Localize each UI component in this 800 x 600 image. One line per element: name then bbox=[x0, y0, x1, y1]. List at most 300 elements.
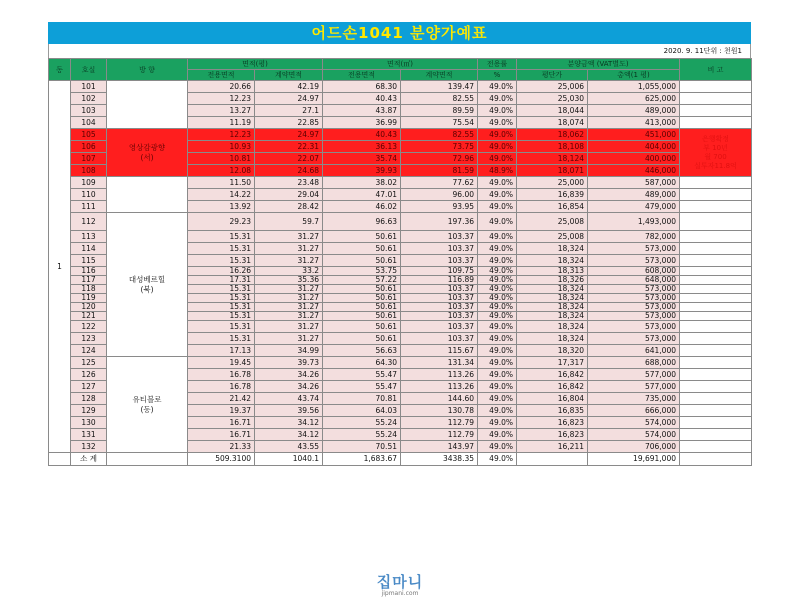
subtotal-empty bbox=[49, 453, 71, 466]
note-cell bbox=[680, 429, 752, 441]
contract-area-m2-cell: 82.55 bbox=[401, 93, 478, 105]
exclusive-area-m2-cell: 55.24 bbox=[323, 429, 401, 441]
exclusive-rate-cell: 49.0% bbox=[478, 441, 517, 453]
contract-area-m2-cell: 197.36 bbox=[401, 213, 478, 231]
exclusive-rate-cell: 49.0% bbox=[478, 93, 517, 105]
exclusive-rate-cell: 49.0% bbox=[478, 255, 517, 267]
exclusive-area-pyeong-cell: 10.81 bbox=[188, 153, 255, 165]
note-cell bbox=[680, 105, 752, 117]
exclusive-area-m2-cell: 50.61 bbox=[323, 285, 401, 294]
contract-area-m2-cell: 130.78 bbox=[401, 405, 478, 417]
note-cell bbox=[680, 381, 752, 393]
exclusive-area-pyeong-cell: 16.78 bbox=[188, 369, 255, 381]
note-cell bbox=[680, 93, 752, 105]
unit-price-cell: 17,317 bbox=[517, 357, 588, 369]
exclusive-area-pyeong-cell: 15.31 bbox=[188, 285, 255, 294]
contract-area-m2-cell: 77.62 bbox=[401, 177, 478, 189]
contract-area-m2-cell: 73.75 bbox=[401, 141, 478, 153]
contract-area-pyeong-cell: 22.85 bbox=[255, 117, 323, 129]
ho-cell: 112 bbox=[71, 213, 107, 231]
total-price-cell: 573,000 bbox=[588, 285, 680, 294]
contract-area-m2-cell: 103.37 bbox=[401, 303, 478, 312]
exclusive-area-m2-cell: 39.93 bbox=[323, 165, 401, 177]
contract-area-pyeong-cell: 43.74 bbox=[255, 393, 323, 405]
subtotal-rate: 49.0% bbox=[478, 453, 517, 466]
contract-area-pyeong-cell: 31.27 bbox=[255, 243, 323, 255]
contract-area-m2-cell: 143.97 bbox=[401, 441, 478, 453]
contract-area-pyeong-cell: 31.27 bbox=[255, 255, 323, 267]
note-cell bbox=[680, 393, 752, 405]
exclusive-rate-cell: 49.0% bbox=[478, 81, 517, 93]
unit-price-cell: 18,320 bbox=[517, 345, 588, 357]
contract-area-pyeong-cell: 39.73 bbox=[255, 357, 323, 369]
table-row bbox=[49, 357, 752, 369]
exclusive-rate-cell: 49.0% bbox=[478, 381, 517, 393]
total-price-cell: 451,000 bbox=[588, 129, 680, 141]
exclusive-area-pyeong-cell: 19.45 bbox=[188, 357, 255, 369]
total-price-cell: 1,055,000 bbox=[588, 81, 680, 93]
ho-cell: 106 bbox=[71, 141, 107, 153]
contract-area-m2-cell: 93.95 bbox=[401, 201, 478, 213]
ho-cell: 104 bbox=[71, 117, 107, 129]
ho-cell: 109 bbox=[71, 177, 107, 189]
contract-area-m2-cell: 103.37 bbox=[401, 312, 478, 321]
header-dong: 동 bbox=[49, 59, 71, 81]
contract-area-m2-cell: 144.60 bbox=[401, 393, 478, 405]
exclusive-area-m2-cell: 47.01 bbox=[323, 189, 401, 201]
ho-cell: 119 bbox=[71, 294, 107, 303]
contract-area-pyeong-cell: 31.27 bbox=[255, 294, 323, 303]
exclusive-area-m2-cell: 50.61 bbox=[323, 255, 401, 267]
exclusive-rate-cell: 49.0% bbox=[478, 369, 517, 381]
ho-cell: 127 bbox=[71, 381, 107, 393]
total-price-cell: 1,493,000 bbox=[588, 213, 680, 231]
note-cell bbox=[680, 405, 752, 417]
contract-area-m2-cell: 103.37 bbox=[401, 285, 478, 294]
contract-area-pyeong-cell: 29.04 bbox=[255, 189, 323, 201]
total-price-cell: 577,000 bbox=[588, 369, 680, 381]
exclusive-area-pyeong-cell: 19.37 bbox=[188, 405, 255, 417]
unit-price-cell: 18,324 bbox=[517, 294, 588, 303]
exclusive-area-m2-cell: 64.03 bbox=[323, 405, 401, 417]
exclusive-rate-cell: 48.9% bbox=[478, 165, 517, 177]
exclusive-area-m2-cell: 43.87 bbox=[323, 105, 401, 117]
unit-price-cell: 18,324 bbox=[517, 312, 588, 321]
total-price-cell: 577,000 bbox=[588, 381, 680, 393]
exclusive-area-m2-cell: 40.43 bbox=[323, 93, 401, 105]
unit-price-cell: 25,000 bbox=[517, 177, 588, 189]
ho-cell: 123 bbox=[71, 333, 107, 345]
logo-brand: 집마니 bbox=[376, 573, 424, 591]
contract-area-pyeong-cell: 31.27 bbox=[255, 333, 323, 345]
total-price-cell: 413,000 bbox=[588, 117, 680, 129]
header-note: 비 고 bbox=[680, 59, 752, 81]
note-cell bbox=[680, 276, 752, 285]
unit-price-cell: 18,124 bbox=[517, 153, 588, 165]
exclusive-rate-cell: 49.0% bbox=[478, 213, 517, 231]
exclusive-area-m2-cell: 50.61 bbox=[323, 321, 401, 333]
unit-price-cell: 18,324 bbox=[517, 303, 588, 312]
unit-price-cell: 16,823 bbox=[517, 429, 588, 441]
exclusive-area-m2-cell: 50.61 bbox=[323, 312, 401, 321]
ho-cell: 111 bbox=[71, 201, 107, 213]
subtotal-label: 소 계 bbox=[71, 453, 107, 466]
exclusive-rate-cell: 49.0% bbox=[478, 243, 517, 255]
exclusive-rate-cell: 49.0% bbox=[478, 312, 517, 321]
unit-price-cell: 16,804 bbox=[517, 393, 588, 405]
unit-line: 2020. 9. 11단위 : 천원1 bbox=[48, 44, 751, 58]
contract-area-m2-cell: 82.55 bbox=[401, 129, 478, 141]
contract-area-pyeong-cell: 24.97 bbox=[255, 129, 323, 141]
note-loan-info: 은행확정 부 10년 월 700 실투자11.8억 bbox=[680, 129, 752, 177]
exclusive-area-m2-cell: 50.61 bbox=[323, 294, 401, 303]
unit-price-cell: 16,854 bbox=[517, 201, 588, 213]
contract-area-m2-cell: 116.89 bbox=[401, 276, 478, 285]
direction-cell bbox=[107, 81, 188, 129]
total-price-cell: 404,000 bbox=[588, 141, 680, 153]
exclusive-rate-cell: 49.0% bbox=[478, 294, 517, 303]
total-price-cell: 641,000 bbox=[588, 345, 680, 357]
exclusive-area-pyeong-cell: 15.31 bbox=[188, 231, 255, 243]
exclusive-rate-cell: 49.0% bbox=[478, 393, 517, 405]
unit-price-cell: 18,044 bbox=[517, 105, 588, 117]
contract-area-m2-cell: 139.47 bbox=[401, 81, 478, 93]
subheader-contract-area: 계약면적 bbox=[255, 70, 323, 81]
contract-area-pyeong-cell: 34.99 bbox=[255, 345, 323, 357]
exclusive-area-m2-cell: 40.43 bbox=[323, 129, 401, 141]
exclusive-area-pyeong-cell: 15.31 bbox=[188, 312, 255, 321]
contract-area-pyeong-cell: 31.27 bbox=[255, 231, 323, 243]
exclusive-area-pyeong-cell: 15.31 bbox=[188, 303, 255, 312]
unit-price-cell: 18,324 bbox=[517, 285, 588, 294]
exclusive-area-pyeong-cell: 12.23 bbox=[188, 129, 255, 141]
contract-area-m2-cell: 103.37 bbox=[401, 321, 478, 333]
ho-cell: 116 bbox=[71, 267, 107, 276]
exclusive-area-m2-cell: 68.30 bbox=[323, 81, 401, 93]
contract-area-pyeong-cell: 34.26 bbox=[255, 381, 323, 393]
contract-area-pyeong-cell: 34.26 bbox=[255, 369, 323, 381]
contract-area-pyeong-cell: 24.97 bbox=[255, 93, 323, 105]
contract-area-pyeong-cell: 33.2 bbox=[255, 267, 323, 276]
exclusive-rate-cell: 49.0% bbox=[478, 231, 517, 243]
exclusive-area-m2-cell: 35.74 bbox=[323, 153, 401, 165]
site-logo bbox=[365, 574, 435, 600]
contract-area-pyeong-cell: 35.36 bbox=[255, 276, 323, 285]
exclusive-rate-cell: 49.0% bbox=[478, 285, 517, 294]
header-sale-price: 분양금액 (VAT별도) bbox=[517, 59, 680, 70]
subtotal-ex-m: 1,683.67 bbox=[323, 453, 401, 466]
exclusive-rate-cell: 49.0% bbox=[478, 405, 517, 417]
contract-area-pyeong-cell: 28.42 bbox=[255, 201, 323, 213]
exclusive-area-pyeong-cell: 16.26 bbox=[188, 267, 255, 276]
ho-cell: 107 bbox=[71, 153, 107, 165]
subtotal-total: 19,691,000 bbox=[588, 453, 680, 466]
exclusive-area-pyeong-cell: 15.31 bbox=[188, 321, 255, 333]
exclusive-area-m2-cell: 56.63 bbox=[323, 345, 401, 357]
exclusive-rate-cell: 49.0% bbox=[478, 177, 517, 189]
ho-cell: 110 bbox=[71, 189, 107, 201]
ho-cell: 101 bbox=[71, 81, 107, 93]
contract-area-m2-cell: 131.34 bbox=[401, 357, 478, 369]
exclusive-area-pyeong-cell: 14.22 bbox=[188, 189, 255, 201]
subtotal-ct-p: 1040.1 bbox=[255, 453, 323, 466]
sheet-title: 어드손1041 분양가예표 bbox=[48, 22, 751, 44]
exclusive-area-m2-cell: 55.47 bbox=[323, 381, 401, 393]
exclusive-area-pyeong-cell: 15.31 bbox=[188, 333, 255, 345]
exclusive-rate-cell: 49.0% bbox=[478, 333, 517, 345]
contract-area-pyeong-cell: 23.48 bbox=[255, 177, 323, 189]
unit-price-cell: 18,108 bbox=[517, 141, 588, 153]
exclusive-area-pyeong-cell: 11.19 bbox=[188, 117, 255, 129]
total-price-cell: 489,000 bbox=[588, 105, 680, 117]
ho-cell: 129 bbox=[71, 405, 107, 417]
unit-price-cell: 18,324 bbox=[517, 255, 588, 267]
contract-area-m2-cell: 103.37 bbox=[401, 294, 478, 303]
contract-area-pyeong-cell: 39.56 bbox=[255, 405, 323, 417]
note-cell bbox=[680, 213, 752, 231]
exclusive-area-m2-cell: 53.75 bbox=[323, 267, 401, 276]
unit-price-cell: 16,211 bbox=[517, 441, 588, 453]
exclusive-area-m2-cell: 55.24 bbox=[323, 417, 401, 429]
ho-cell: 118 bbox=[71, 285, 107, 294]
logo-domain: jipmani.com bbox=[381, 590, 419, 597]
total-price-cell: 666,000 bbox=[588, 405, 680, 417]
contract-area-pyeong-cell: 22.31 bbox=[255, 141, 323, 153]
exclusive-rate-cell: 49.0% bbox=[478, 201, 517, 213]
total-price-cell: 688,000 bbox=[588, 357, 680, 369]
ho-cell: 132 bbox=[71, 441, 107, 453]
ho-cell: 128 bbox=[71, 393, 107, 405]
exclusive-area-pyeong-cell: 13.92 bbox=[188, 201, 255, 213]
ho-cell: 102 bbox=[71, 93, 107, 105]
note-cell bbox=[680, 189, 752, 201]
exclusive-area-pyeong-cell: 15.31 bbox=[188, 294, 255, 303]
ho-cell: 124 bbox=[71, 345, 107, 357]
exclusive-rate-cell: 49.0% bbox=[478, 357, 517, 369]
note-cell bbox=[680, 312, 752, 321]
exclusive-area-m2-cell: 36.99 bbox=[323, 117, 401, 129]
subtotal-direction bbox=[107, 453, 188, 466]
subheader-unit-price: 평단가 bbox=[517, 70, 588, 81]
exclusive-area-m2-cell: 46.02 bbox=[323, 201, 401, 213]
contract-area-m2-cell: 75.54 bbox=[401, 117, 478, 129]
exclusive-rate-cell: 49.0% bbox=[478, 321, 517, 333]
unit-price-cell: 18,071 bbox=[517, 165, 588, 177]
ho-cell: 108 bbox=[71, 165, 107, 177]
exclusive-rate-cell: 49.0% bbox=[478, 141, 517, 153]
exclusive-area-m2-cell: 38.02 bbox=[323, 177, 401, 189]
exclusive-area-pyeong-cell: 15.31 bbox=[188, 243, 255, 255]
exclusive-area-m2-cell: 55.47 bbox=[323, 369, 401, 381]
contract-area-m2-cell: 72.96 bbox=[401, 153, 478, 165]
subheader-exclusive-area-m2: 전용면적 bbox=[323, 70, 401, 81]
exclusive-area-pyeong-cell: 13.27 bbox=[188, 105, 255, 117]
total-price-cell: 573,000 bbox=[588, 243, 680, 255]
unit-price-cell: 16,823 bbox=[517, 417, 588, 429]
exclusive-area-pyeong-cell: 29.23 bbox=[188, 213, 255, 231]
contract-area-pyeong-cell: 31.27 bbox=[255, 312, 323, 321]
exclusive-area-m2-cell: 36.13 bbox=[323, 141, 401, 153]
unit-price-cell: 18,062 bbox=[517, 129, 588, 141]
exclusive-rate-cell: 49.0% bbox=[478, 417, 517, 429]
table-body bbox=[49, 81, 752, 453]
total-price-cell: 479,000 bbox=[588, 201, 680, 213]
contract-area-pyeong-cell: 31.27 bbox=[255, 303, 323, 312]
unit-price-cell: 25,030 bbox=[517, 93, 588, 105]
note-cell bbox=[680, 357, 752, 369]
contract-area-pyeong-cell: 34.12 bbox=[255, 417, 323, 429]
total-price-cell: 625,000 bbox=[588, 93, 680, 105]
subheader-contract-area-m2: 계약면적 bbox=[401, 70, 478, 81]
note-cell bbox=[680, 417, 752, 429]
contract-area-m2-cell: 89.59 bbox=[401, 105, 478, 117]
contract-area-pyeong-cell: 34.12 bbox=[255, 429, 323, 441]
exclusive-area-pyeong-cell: 16.71 bbox=[188, 417, 255, 429]
note-cell bbox=[680, 333, 752, 345]
exclusive-area-m2-cell: 70.81 bbox=[323, 393, 401, 405]
table-row bbox=[49, 213, 752, 231]
direction-cell bbox=[107, 177, 188, 213]
unit-price-cell: 18,324 bbox=[517, 333, 588, 345]
ho-cell: 126 bbox=[71, 369, 107, 381]
note-cell bbox=[680, 303, 752, 312]
note-cell bbox=[680, 243, 752, 255]
note-cell bbox=[680, 267, 752, 276]
contract-area-pyeong-cell: 59.7 bbox=[255, 213, 323, 231]
price-table bbox=[48, 58, 752, 466]
header-exclusive-rate: 전용률 bbox=[478, 59, 517, 70]
exclusive-area-m2-cell: 96.63 bbox=[323, 213, 401, 231]
exclusive-area-pyeong-cell: 11.50 bbox=[188, 177, 255, 189]
exclusive-area-m2-cell: 50.61 bbox=[323, 243, 401, 255]
ho-cell: 125 bbox=[71, 357, 107, 369]
exclusive-rate-cell: 49.0% bbox=[478, 345, 517, 357]
total-price-cell: 573,000 bbox=[588, 255, 680, 267]
note-cell bbox=[680, 294, 752, 303]
unit-price-cell: 18,324 bbox=[517, 321, 588, 333]
contract-area-pyeong-cell: 31.27 bbox=[255, 285, 323, 294]
ho-cell: 113 bbox=[71, 231, 107, 243]
unit-price-cell: 16,839 bbox=[517, 189, 588, 201]
unit-price-cell: 18,313 bbox=[517, 267, 588, 276]
total-price-cell: 489,000 bbox=[588, 189, 680, 201]
ho-cell: 117 bbox=[71, 276, 107, 285]
exclusive-area-m2-cell: 50.61 bbox=[323, 231, 401, 243]
header-direction: 방 향 bbox=[107, 59, 188, 81]
note-cell bbox=[680, 231, 752, 243]
exclusive-area-pyeong-cell: 12.08 bbox=[188, 165, 255, 177]
total-price-cell: 573,000 bbox=[588, 303, 680, 312]
total-price-cell: 782,000 bbox=[588, 231, 680, 243]
exclusive-rate-cell: 49.0% bbox=[478, 189, 517, 201]
exclusive-rate-cell: 49.0% bbox=[478, 429, 517, 441]
unit-price-cell: 25,008 bbox=[517, 231, 588, 243]
unit-price-cell: 25,006 bbox=[517, 81, 588, 93]
table-row bbox=[49, 129, 752, 141]
contract-area-m2-cell: 109.75 bbox=[401, 267, 478, 276]
contract-area-pyeong-cell: 24.68 bbox=[255, 165, 323, 177]
exclusive-area-pyeong-cell: 17.31 bbox=[188, 276, 255, 285]
exclusive-area-m2-cell: 57.22 bbox=[323, 276, 401, 285]
direction-group-north: 대성베르힐 (북) bbox=[107, 213, 188, 357]
note-cell bbox=[680, 177, 752, 189]
contract-area-m2-cell: 81.59 bbox=[401, 165, 478, 177]
exclusive-area-pyeong-cell: 16.71 bbox=[188, 429, 255, 441]
total-price-cell: 608,000 bbox=[588, 267, 680, 276]
contract-area-pyeong-cell: 22.07 bbox=[255, 153, 323, 165]
exclusive-area-pyeong-cell: 17.13 bbox=[188, 345, 255, 357]
exclusive-area-pyeong-cell: 12.23 bbox=[188, 93, 255, 105]
total-price-cell: 573,000 bbox=[588, 321, 680, 333]
ho-cell: 120 bbox=[71, 303, 107, 312]
exclusive-rate-cell: 49.0% bbox=[478, 117, 517, 129]
contract-area-m2-cell: 103.37 bbox=[401, 333, 478, 345]
header-area-pyeong: 면적(평) bbox=[188, 59, 323, 70]
ho-cell: 115 bbox=[71, 255, 107, 267]
ho-cell: 114 bbox=[71, 243, 107, 255]
exclusive-area-pyeong-cell: 20.66 bbox=[188, 81, 255, 93]
total-price-cell: 648,000 bbox=[588, 276, 680, 285]
unit-price-cell: 16,835 bbox=[517, 405, 588, 417]
exclusive-rate-cell: 49.0% bbox=[478, 129, 517, 141]
subtotal-row bbox=[49, 453, 752, 466]
ho-cell: 122 bbox=[71, 321, 107, 333]
contract-area-pyeong-cell: 31.27 bbox=[255, 321, 323, 333]
subtotal-ct-m: 3438.35 bbox=[401, 453, 478, 466]
ho-cell: 105 bbox=[71, 129, 107, 141]
note-cell bbox=[680, 255, 752, 267]
ho-cell: 103 bbox=[71, 105, 107, 117]
contract-area-m2-cell: 112.79 bbox=[401, 429, 478, 441]
header-ho: 호실 bbox=[71, 59, 107, 81]
exclusive-area-pyeong-cell: 15.31 bbox=[188, 255, 255, 267]
subheader-total: 총액(1 평) bbox=[588, 70, 680, 81]
exclusive-area-m2-cell: 50.61 bbox=[323, 303, 401, 312]
total-price-cell: 573,000 bbox=[588, 312, 680, 321]
total-price-cell: 574,000 bbox=[588, 417, 680, 429]
ho-cell: 131 bbox=[71, 429, 107, 441]
exclusive-area-m2-cell: 70.51 bbox=[323, 441, 401, 453]
subheader-exclusive-area: 전용면적 bbox=[188, 70, 255, 81]
total-price-cell: 735,000 bbox=[588, 393, 680, 405]
exclusive-area-pyeong-cell: 21.33 bbox=[188, 441, 255, 453]
price-sheet bbox=[48, 22, 751, 466]
note-cell bbox=[680, 369, 752, 381]
note-cell bbox=[680, 345, 752, 357]
exclusive-rate-cell: 49.0% bbox=[478, 303, 517, 312]
header-area-m2: 면적(㎡) bbox=[323, 59, 478, 70]
exclusive-rate-cell: 49.0% bbox=[478, 105, 517, 117]
subtotal-ex-p: 509.3100 bbox=[188, 453, 255, 466]
direction-group-east: 유티블로 (동) bbox=[107, 357, 188, 453]
exclusive-area-m2-cell: 50.61 bbox=[323, 333, 401, 345]
exclusive-area-pyeong-cell: 21.42 bbox=[188, 393, 255, 405]
exclusive-rate-cell: 49.0% bbox=[478, 276, 517, 285]
contract-area-m2-cell: 113.26 bbox=[401, 381, 478, 393]
note-cell bbox=[680, 81, 752, 93]
contract-area-m2-cell: 115.67 bbox=[401, 345, 478, 357]
note-cell bbox=[680, 201, 752, 213]
exclusive-area-pyeong-cell: 16.78 bbox=[188, 381, 255, 393]
exclusive-area-m2-cell: 64.30 bbox=[323, 357, 401, 369]
subtotal-unit bbox=[517, 453, 588, 466]
unit-price-cell: 18,074 bbox=[517, 117, 588, 129]
unit-price-cell: 25,008 bbox=[517, 213, 588, 231]
contract-area-m2-cell: 103.37 bbox=[401, 243, 478, 255]
contract-area-m2-cell: 96.00 bbox=[401, 189, 478, 201]
unit-price-cell: 18,324 bbox=[517, 243, 588, 255]
ho-cell: 130 bbox=[71, 417, 107, 429]
